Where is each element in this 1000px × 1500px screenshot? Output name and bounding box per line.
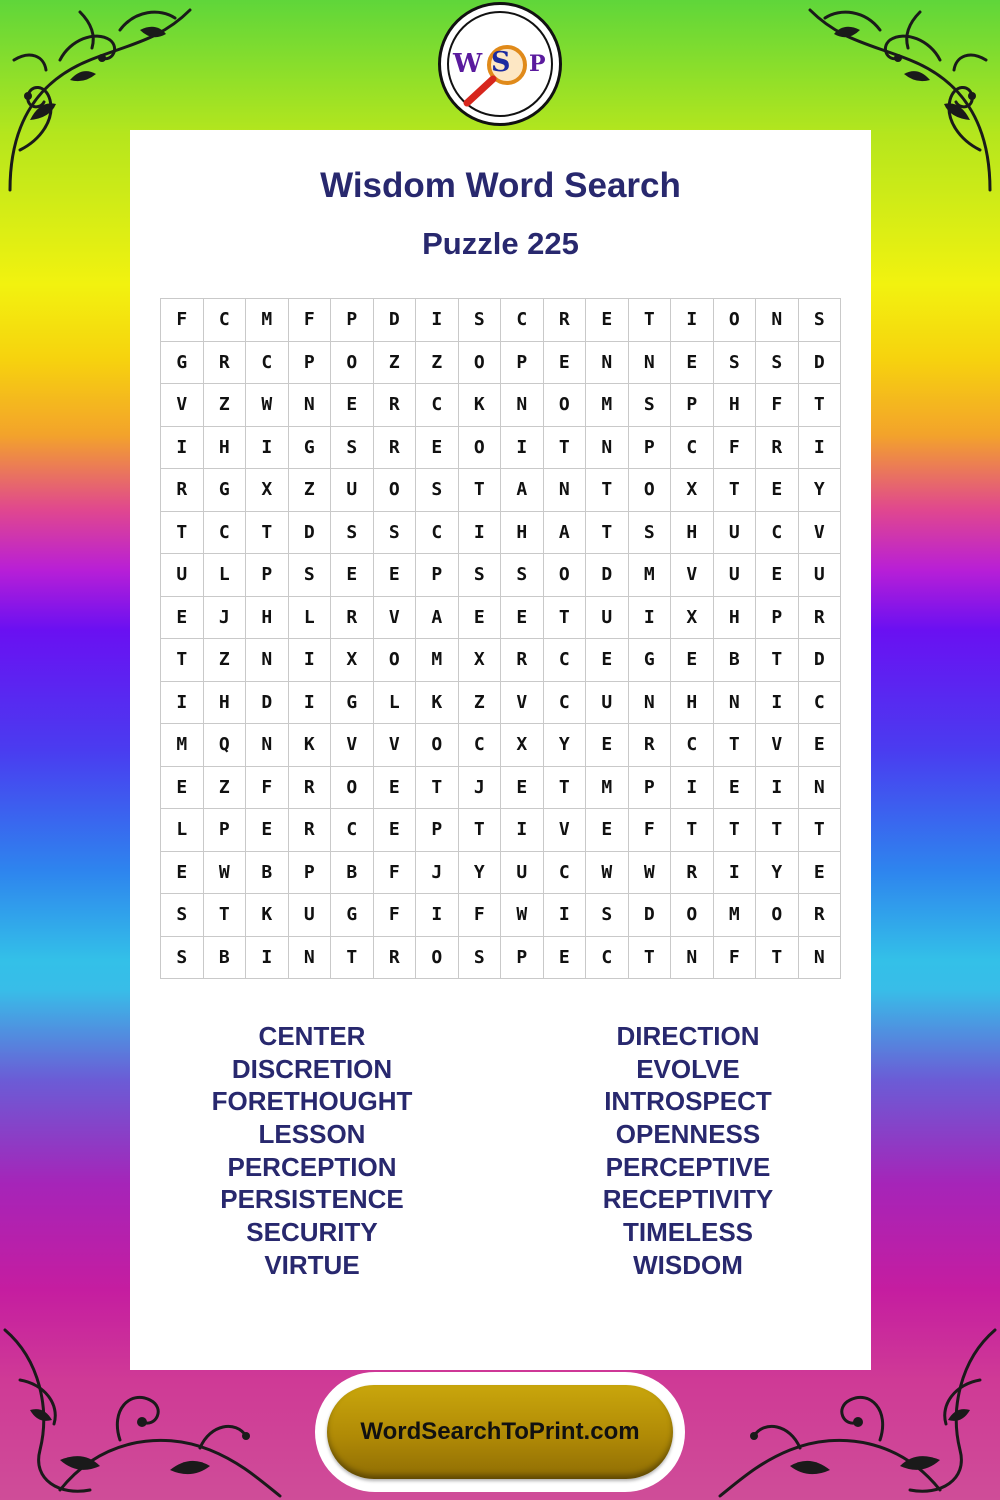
grid-cell[interactable]: T [629, 937, 672, 980]
grid-cell[interactable]: W [586, 852, 629, 895]
grid-cell[interactable]: F [374, 894, 417, 937]
grid-cell[interactable]: T [586, 512, 629, 555]
word-list-left-column [162, 1020, 462, 1282]
grid-cell[interactable]: G [331, 894, 374, 937]
grid-cell[interactable]: X [671, 597, 714, 640]
grid-cell[interactable]: P [756, 597, 799, 640]
grid-cell[interactable]: V [501, 682, 544, 725]
grid-cell[interactable]: N [586, 427, 629, 470]
logo-letter-p: P [529, 51, 546, 77]
word-list-item: EVOLVE [636, 1053, 740, 1084]
grid-cell[interactable]: O [714, 299, 757, 342]
grid-cell[interactable]: H [714, 597, 757, 640]
grid-cell[interactable]: G [161, 342, 204, 385]
wsp-logo[interactable] [438, 2, 562, 126]
grid-cell[interactable]: O [459, 427, 502, 470]
grid-cell[interactable]: X [459, 639, 502, 682]
grid-cell[interactable]: T [671, 809, 714, 852]
grid-cell[interactable]: C [671, 724, 714, 767]
grid-cell[interactable]: R [629, 724, 672, 767]
grid-cell[interactable]: D [799, 342, 842, 385]
puzzle-number: Puzzle 225 [422, 226, 579, 261]
grid-cell[interactable]: T [544, 767, 587, 810]
grid-cell[interactable]: U [586, 597, 629, 640]
grid-cell[interactable]: S [459, 554, 502, 597]
grid-cell[interactable]: O [459, 342, 502, 385]
grid-cell[interactable]: N [586, 342, 629, 385]
grid-cell[interactable]: R [501, 639, 544, 682]
grid-cell[interactable]: H [501, 512, 544, 555]
grid-cell[interactable]: F [246, 767, 289, 810]
grid-cell[interactable]: I [289, 682, 332, 725]
grid-cell[interactable]: D [289, 512, 332, 555]
grid-cell[interactable]: E [586, 299, 629, 342]
grid-cell[interactable]: A [416, 597, 459, 640]
grid-cell[interactable]: F [289, 299, 332, 342]
grid-cell[interactable]: I [289, 639, 332, 682]
grid-cell[interactable]: S [289, 554, 332, 597]
grid-cell[interactable]: S [374, 512, 417, 555]
website-link-text[interactable]: WordSearchToPrint.com [360, 1418, 640, 1445]
word-list-item: OPENNESS [615, 1119, 761, 1150]
grid-cell[interactable]: E [459, 597, 502, 640]
grid-cell[interactable]: T [714, 809, 757, 852]
grid-cell[interactable]: O [756, 894, 799, 937]
grid-cell[interactable]: L [289, 597, 332, 640]
grid-cell[interactable]: N [246, 724, 289, 767]
grid-cell[interactable]: E [714, 767, 757, 810]
grid-cell[interactable]: M [586, 384, 629, 427]
grid-cell[interactable]: I [671, 767, 714, 810]
grid-cell[interactable]: P [671, 384, 714, 427]
grid-cell[interactable]: U [799, 554, 842, 597]
grid-cell[interactable]: R [289, 767, 332, 810]
grid-cell[interactable]: W [246, 384, 289, 427]
grid-cell[interactable]: S [161, 937, 204, 980]
grid-cell[interactable]: H [204, 682, 247, 725]
grid-cell[interactable]: V [671, 554, 714, 597]
grid-cell[interactable]: N [799, 767, 842, 810]
grid-cell[interactable]: R [374, 937, 417, 980]
grid-cell[interactable]: E [671, 639, 714, 682]
word-list-item: TIMELESS [622, 1217, 753, 1248]
word-list-item: PERCEPTIVE [605, 1151, 771, 1182]
grid-cell[interactable]: C [459, 724, 502, 767]
grid-cell[interactable]: C [586, 937, 629, 980]
grid-cell[interactable]: D [799, 639, 842, 682]
grid-cell[interactable]: T [799, 384, 842, 427]
word-list-item: PERCEPTION [227, 1151, 397, 1182]
grid-cell[interactable]: I [416, 894, 459, 937]
grid-cell[interactable]: B [204, 937, 247, 980]
grid-cell[interactable]: I [161, 682, 204, 725]
grid-cell[interactable]: Z [289, 469, 332, 512]
grid-cell[interactable]: T [416, 767, 459, 810]
grid-cell[interactable]: Q [204, 724, 247, 767]
grid-cell[interactable]: B [246, 852, 289, 895]
grid-cell[interactable]: T [161, 512, 204, 555]
grid-cell[interactable]: I [161, 427, 204, 470]
grid-cell[interactable]: I [416, 299, 459, 342]
grid-cell[interactable]: O [374, 469, 417, 512]
grid-cell[interactable]: R [289, 809, 332, 852]
grid-cell[interactable]: E [501, 597, 544, 640]
grid-cell[interactable]: I [544, 894, 587, 937]
word-list-item: DISCRETION [231, 1053, 393, 1084]
website-button[interactable] [327, 1385, 673, 1479]
grid-cell[interactable]: C [204, 512, 247, 555]
grid-cell[interactable]: M [629, 554, 672, 597]
grid-cell[interactable]: M [714, 894, 757, 937]
grid-cell[interactable]: E [799, 724, 842, 767]
logo-letter-w: W [453, 49, 483, 79]
grid-cell[interactable]: C [544, 682, 587, 725]
grid-cell[interactable]: I [756, 682, 799, 725]
grid-cell[interactable]: T [161, 639, 204, 682]
grid-cell[interactable]: Z [374, 342, 417, 385]
grid-cell[interactable]: T [459, 809, 502, 852]
grid-cell[interactable]: N [289, 937, 332, 980]
grid-cell[interactable]: E [756, 469, 799, 512]
grid-cell[interactable]: I [501, 427, 544, 470]
grid-cell[interactable]: Y [799, 469, 842, 512]
grid-cell[interactable]: S [714, 342, 757, 385]
grid-cell[interactable]: N [544, 469, 587, 512]
grid-cell[interactable]: O [416, 724, 459, 767]
grid-cell[interactable]: Y [459, 852, 502, 895]
word-list-item: CENTER [258, 1021, 366, 1051]
grid-cell[interactable]: Y [756, 852, 799, 895]
grid-cell[interactable]: S [799, 299, 842, 342]
grid-cell[interactable]: D [586, 554, 629, 597]
grid-cell[interactable]: S [161, 894, 204, 937]
grid-cell[interactable]: S [756, 342, 799, 385]
grid-cell[interactable]: E [161, 597, 204, 640]
grid-cell[interactable]: X [246, 469, 289, 512]
grid-cell[interactable]: N [671, 937, 714, 980]
grid-cell[interactable]: U [586, 682, 629, 725]
grid-cell[interactable]: I [756, 767, 799, 810]
grid-cell[interactable]: I [671, 299, 714, 342]
grid-cell[interactable]: Y [544, 724, 587, 767]
word-list-item: FORETHOUGHT [211, 1086, 413, 1117]
grid-cell[interactable]: C [416, 384, 459, 427]
grid-cell[interactable]: M [246, 299, 289, 342]
grid-cell[interactable]: I [459, 512, 502, 555]
grid-cell[interactable]: N [756, 299, 799, 342]
grid-cell[interactable]: I [799, 427, 842, 470]
grid-cell[interactable]: A [501, 469, 544, 512]
grid-cell[interactable]: L [161, 809, 204, 852]
grid-cell[interactable]: S [331, 512, 374, 555]
grid-cell[interactable]: O [671, 894, 714, 937]
word-list-item: LESSON [258, 1119, 366, 1150]
grid-cell[interactable]: S [459, 937, 502, 980]
grid-cell[interactable]: H [671, 512, 714, 555]
grid-cell[interactable]: T [544, 427, 587, 470]
grid-cell[interactable]: H [246, 597, 289, 640]
grid-cell[interactable]: P [501, 342, 544, 385]
grid-cell[interactable]: T [714, 469, 757, 512]
grid-cell[interactable]: P [331, 299, 374, 342]
grid-cell[interactable]: R [544, 299, 587, 342]
grid-cell[interactable]: C [204, 299, 247, 342]
grid-cell[interactable]: H [714, 384, 757, 427]
grid-cell[interactable]: W [629, 852, 672, 895]
grid-cell[interactable]: U [714, 554, 757, 597]
word-list-item: INTROSPECT [604, 1086, 772, 1117]
grid-cell[interactable]: E [756, 554, 799, 597]
grid-cell[interactable]: E [544, 937, 587, 980]
grid-cell[interactable]: E [374, 554, 417, 597]
grid-cell[interactable]: X [671, 469, 714, 512]
logo-letter-s: S [491, 47, 511, 78]
word-list-item: SECURITY [246, 1217, 378, 1248]
grid-cell[interactable]: E [586, 724, 629, 767]
grid-cell[interactable]: V [331, 724, 374, 767]
grid-cell[interactable]: S [501, 554, 544, 597]
grid-cell[interactable]: G [289, 427, 332, 470]
grid-cell[interactable]: C [501, 299, 544, 342]
grid-cell[interactable]: C [544, 852, 587, 895]
grid-cell[interactable]: W [204, 852, 247, 895]
grid-cell[interactable]: P [629, 767, 672, 810]
grid-cell[interactable]: B [714, 639, 757, 682]
grid-cell[interactable]: K [289, 724, 332, 767]
grid-cell[interactable]: N [799, 937, 842, 980]
grid-cell[interactable]: L [374, 682, 417, 725]
grid-cell[interactable]: F [161, 299, 204, 342]
grid-cell[interactable]: E [586, 809, 629, 852]
grid-cell[interactable]: N [501, 384, 544, 427]
grid-cell[interactable]: Z [459, 682, 502, 725]
word-list-item: PERSISTENCE [220, 1184, 404, 1215]
grid-cell[interactable]: O [331, 767, 374, 810]
grid-cell[interactable]: T [544, 597, 587, 640]
grid-cell[interactable]: Z [204, 384, 247, 427]
grid-cell[interactable]: P [289, 852, 332, 895]
grid-cell[interactable]: F [629, 809, 672, 852]
grid-cell[interactable]: X [331, 639, 374, 682]
grid-cell[interactable]: C [544, 639, 587, 682]
grid-cell[interactable]: P [289, 342, 332, 385]
grid-cell[interactable]: E [331, 554, 374, 597]
grid-cell[interactable]: T [756, 639, 799, 682]
grid-cell[interactable]: E [331, 384, 374, 427]
grid-cell[interactable]: U [289, 894, 332, 937]
grid-cell[interactable]: V [161, 384, 204, 427]
grid-cell[interactable]: T [799, 809, 842, 852]
grid-cell[interactable]: Z [204, 767, 247, 810]
grid-cell[interactable]: E [544, 342, 587, 385]
grid-cell[interactable]: P [246, 554, 289, 597]
grid-cell[interactable]: R [756, 427, 799, 470]
grid-cell[interactable]: S [629, 384, 672, 427]
grid-cell[interactable]: C [331, 809, 374, 852]
grid-cell[interactable]: E [161, 767, 204, 810]
grid-cell[interactable]: C [671, 427, 714, 470]
grid-cell[interactable]: P [501, 937, 544, 980]
word-list-right-column [538, 1020, 838, 1282]
grid-cell[interactable]: Z [416, 342, 459, 385]
grid-cell[interactable]: E [246, 809, 289, 852]
grid-cell[interactable]: I [246, 937, 289, 980]
grid-cell[interactable]: E [374, 809, 417, 852]
grid-cell[interactable]: M [161, 724, 204, 767]
grid-cell[interactable]: V [756, 724, 799, 767]
letter-grid [160, 298, 841, 979]
grid-cell[interactable]: N [629, 682, 672, 725]
grid-cell[interactable]: V [544, 809, 587, 852]
grid-cell[interactable]: D [374, 299, 417, 342]
grid-cell[interactable]: K [459, 384, 502, 427]
grid-cell[interactable]: V [799, 512, 842, 555]
grid-cell[interactable]: R [331, 597, 374, 640]
grid-cell[interactable]: O [544, 554, 587, 597]
grid-cell[interactable]: D [629, 894, 672, 937]
grid-cell[interactable]: I [501, 809, 544, 852]
grid-cell[interactable]: E [671, 342, 714, 385]
grid-cell[interactable]: C [799, 682, 842, 725]
grid-cell[interactable]: V [374, 597, 417, 640]
grid-cell[interactable]: E [501, 767, 544, 810]
grid-cell[interactable]: T [204, 894, 247, 937]
grid-cell[interactable]: R [374, 427, 417, 470]
word-list-item: WISDOM [633, 1249, 743, 1280]
grid-cell[interactable]: I [629, 597, 672, 640]
grid-cell[interactable]: B [331, 852, 374, 895]
grid-cell[interactable]: J [459, 767, 502, 810]
grid-cell[interactable]: R [161, 469, 204, 512]
word-list-item: VIRTUE [264, 1249, 360, 1280]
grid-cell[interactable]: S [459, 299, 502, 342]
grid-cell[interactable]: E [416, 427, 459, 470]
grid-cell[interactable]: U [501, 852, 544, 895]
grid-cell[interactable]: G [331, 682, 374, 725]
grid-cell[interactable]: U [161, 554, 204, 597]
grid-cell[interactable]: F [714, 427, 757, 470]
grid-cell[interactable]: F [459, 894, 502, 937]
grid-cell[interactable]: P [416, 809, 459, 852]
grid-cell[interactable]: Z [204, 639, 247, 682]
grid-cell[interactable]: R [799, 597, 842, 640]
grid-cell[interactable]: U [331, 469, 374, 512]
grid-cell[interactable]: A [544, 512, 587, 555]
grid-cell[interactable]: F [756, 384, 799, 427]
grid-cell[interactable]: R [671, 852, 714, 895]
grid-cell[interactable]: T [586, 469, 629, 512]
grid-cell[interactable]: P [416, 554, 459, 597]
grid-cell[interactable]: I [246, 427, 289, 470]
grid-cell[interactable]: N [289, 384, 332, 427]
grid-cell[interactable]: S [331, 427, 374, 470]
grid-cell[interactable]: J [204, 597, 247, 640]
grid-cell[interactable]: G [204, 469, 247, 512]
grid-cell[interactable]: O [629, 469, 672, 512]
grid-cell[interactable]: C [756, 512, 799, 555]
grid-cell[interactable]: O [416, 937, 459, 980]
grid-cell[interactable]: E [586, 639, 629, 682]
grid-cell[interactable]: V [374, 724, 417, 767]
grid-cell[interactable]: D [246, 682, 289, 725]
grid-cell[interactable]: T [331, 937, 374, 980]
grid-cell[interactable]: G [629, 639, 672, 682]
grid-cell[interactable]: R [799, 894, 842, 937]
word-list-item: DIRECTION [616, 1021, 760, 1051]
grid-cell[interactable]: O [374, 639, 417, 682]
grid-cell[interactable]: I [714, 852, 757, 895]
grid-cell[interactable]: L [204, 554, 247, 597]
grid-cell[interactable]: T [459, 469, 502, 512]
grid-cell[interactable]: F [374, 852, 417, 895]
grid-cell[interactable]: C [416, 512, 459, 555]
grid-cell[interactable]: R [204, 342, 247, 385]
grid-cell[interactable]: O [331, 342, 374, 385]
grid-cell[interactable]: M [586, 767, 629, 810]
grid-cell[interactable]: N [246, 639, 289, 682]
grid-cell[interactable]: K [246, 894, 289, 937]
grid-cell[interactable]: C [246, 342, 289, 385]
grid-cell[interactable]: S [416, 469, 459, 512]
grid-cell[interactable]: P [204, 809, 247, 852]
grid-cell[interactable]: X [501, 724, 544, 767]
grid-cell[interactable]: N [714, 682, 757, 725]
grid-cell[interactable]: U [714, 512, 757, 555]
grid-cell[interactable]: H [204, 427, 247, 470]
grid-cell[interactable]: T [714, 724, 757, 767]
grid-cell[interactable]: S [586, 894, 629, 937]
grid-cell[interactable]: P [629, 427, 672, 470]
puzzle-card [130, 130, 871, 1370]
grid-cell[interactable]: S [629, 512, 672, 555]
grid-cell[interactable]: R [374, 384, 417, 427]
grid-cell[interactable]: W [501, 894, 544, 937]
page-title: Wisdom Word Search [320, 166, 681, 205]
grid-cell[interactable]: E [374, 767, 417, 810]
grid-cell[interactable]: F [714, 937, 757, 980]
grid-cell[interactable]: J [416, 852, 459, 895]
grid-cell[interactable]: T [756, 809, 799, 852]
grid-cell[interactable]: E [799, 852, 842, 895]
grid-cell[interactable]: N [629, 342, 672, 385]
grid-cell[interactable]: O [544, 384, 587, 427]
grid-cell[interactable]: T [629, 299, 672, 342]
grid-cell[interactable]: E [161, 852, 204, 895]
word-list-item: RECEPTIVITY [602, 1184, 774, 1215]
grid-cell[interactable]: K [416, 682, 459, 725]
grid-cell[interactable]: H [671, 682, 714, 725]
grid-cell[interactable]: T [756, 937, 799, 980]
grid-cell[interactable]: T [246, 512, 289, 555]
grid-cell[interactable]: M [416, 639, 459, 682]
